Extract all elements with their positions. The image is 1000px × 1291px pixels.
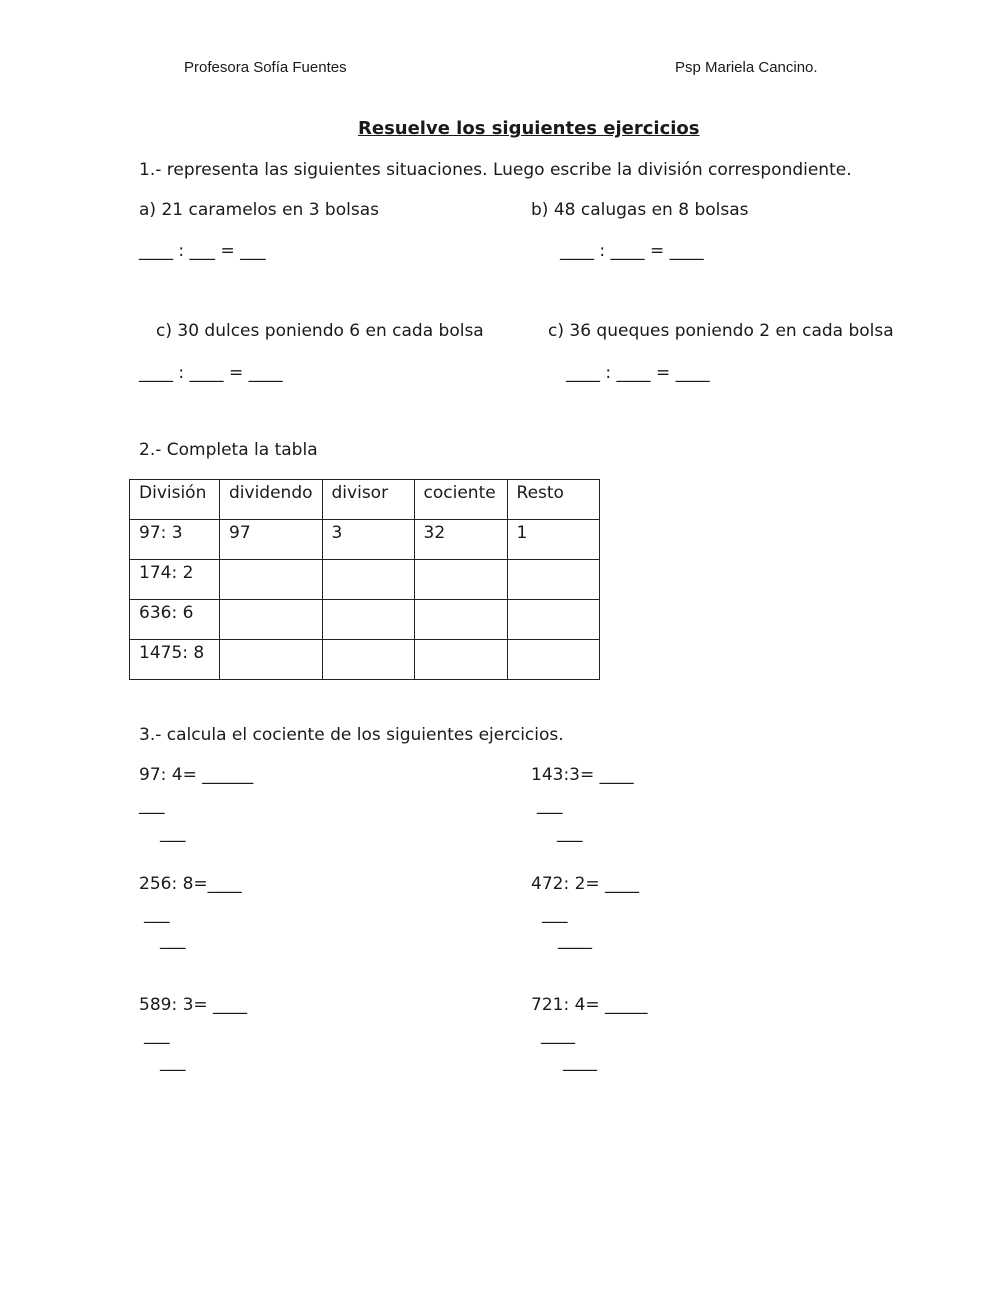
work-line[interactable]: ____ [563,1052,597,1072]
table-cell[interactable]: 1 [507,520,599,560]
table-cell[interactable]: 97 [220,520,323,560]
work-line[interactable]: ___ [537,795,563,815]
table-cell[interactable] [414,640,507,680]
table-cell[interactable] [322,600,414,640]
exercise-expression[interactable]: 472: 2= ____ [531,874,640,894]
exercise-expression[interactable]: 143:3= ____ [531,765,634,785]
table-row [130,520,600,560]
work-line[interactable]: ____ [558,930,592,950]
exercise-expression[interactable]: 256: 8=____ [139,874,242,894]
item-c-label: c) 30 dulces poniendo 6 en cada bolsa [156,321,484,341]
item-b-label: b) 48 calugas en 8 bolsas [531,200,749,220]
work-line[interactable]: ____ [541,1025,575,1045]
table-cell[interactable] [322,560,414,600]
table-cell[interactable] [322,640,414,680]
table-cell: 636: 6 [130,600,220,640]
work-line[interactable]: ___ [160,1052,186,1072]
table-cell[interactable] [220,640,323,680]
table-row [130,560,600,600]
table-cell[interactable]: 3 [322,520,414,560]
page-title: Resuelve los siguientes ejercicios [358,118,700,139]
work-line[interactable]: ___ [557,823,583,843]
work-line[interactable]: ___ [160,930,186,950]
item-d-label: c) 36 queques poniendo 2 en cada bolsa [548,321,894,341]
table-header-cell: División [130,480,220,520]
table-header-row [130,480,600,520]
exercise-expression[interactable]: 589: 3= ____ [139,995,248,1015]
header-teacher: Profesora Sofía Fuentes [184,59,347,76]
work-line[interactable]: ___ [144,904,170,924]
header-psp: Psp Mariela Cancino. [675,59,818,76]
item-c-blank[interactable]: ____ : ____ = ____ [139,363,283,383]
table-cell[interactable] [414,600,507,640]
table-cell[interactable]: 32 [414,520,507,560]
work-line[interactable]: ___ [144,1025,170,1045]
exercise-expression[interactable]: 97: 4= ______ [139,765,254,785]
item-a-label: a) 21 caramelos en 3 bolsas [139,200,379,220]
division-table [129,479,600,680]
item-b-blank[interactable]: ____ : ____ = ____ [560,241,704,261]
section3-heading: 3.- calcula el cociente de los siguientes ejercicios. [139,725,564,745]
exercise-expression[interactable]: 721: 4= _____ [531,995,648,1015]
work-line[interactable]: ___ [542,904,568,924]
table-header-cell: cociente [414,480,507,520]
table-row [130,640,600,680]
work-line[interactable]: ___ [160,823,186,843]
section2-heading: 2.- Completa la tabla [139,440,318,460]
table-cell[interactable] [507,560,599,600]
table-cell[interactable] [507,600,599,640]
table-cell[interactable] [220,600,323,640]
table-row [130,600,600,640]
section1-heading: 1.- representa las siguientes situaciones. Luego escribe la división correspondiente. [139,160,852,180]
table-header-cell: Resto [507,480,599,520]
table-cell[interactable] [507,640,599,680]
table-header-cell: divisor [322,480,414,520]
table-cell[interactable] [220,560,323,600]
item-a-blank[interactable]: ____ : ___ = ___ [139,241,266,261]
table-cell: 1475: 8 [130,640,220,680]
table-cell: 174: 2 [130,560,220,600]
table-cell: 97: 3 [130,520,220,560]
table-header-cell: dividendo [220,480,323,520]
item-d-blank[interactable]: ____ : ____ = ____ [566,363,710,383]
table-cell[interactable] [414,560,507,600]
work-line[interactable]: ___ [139,795,165,815]
